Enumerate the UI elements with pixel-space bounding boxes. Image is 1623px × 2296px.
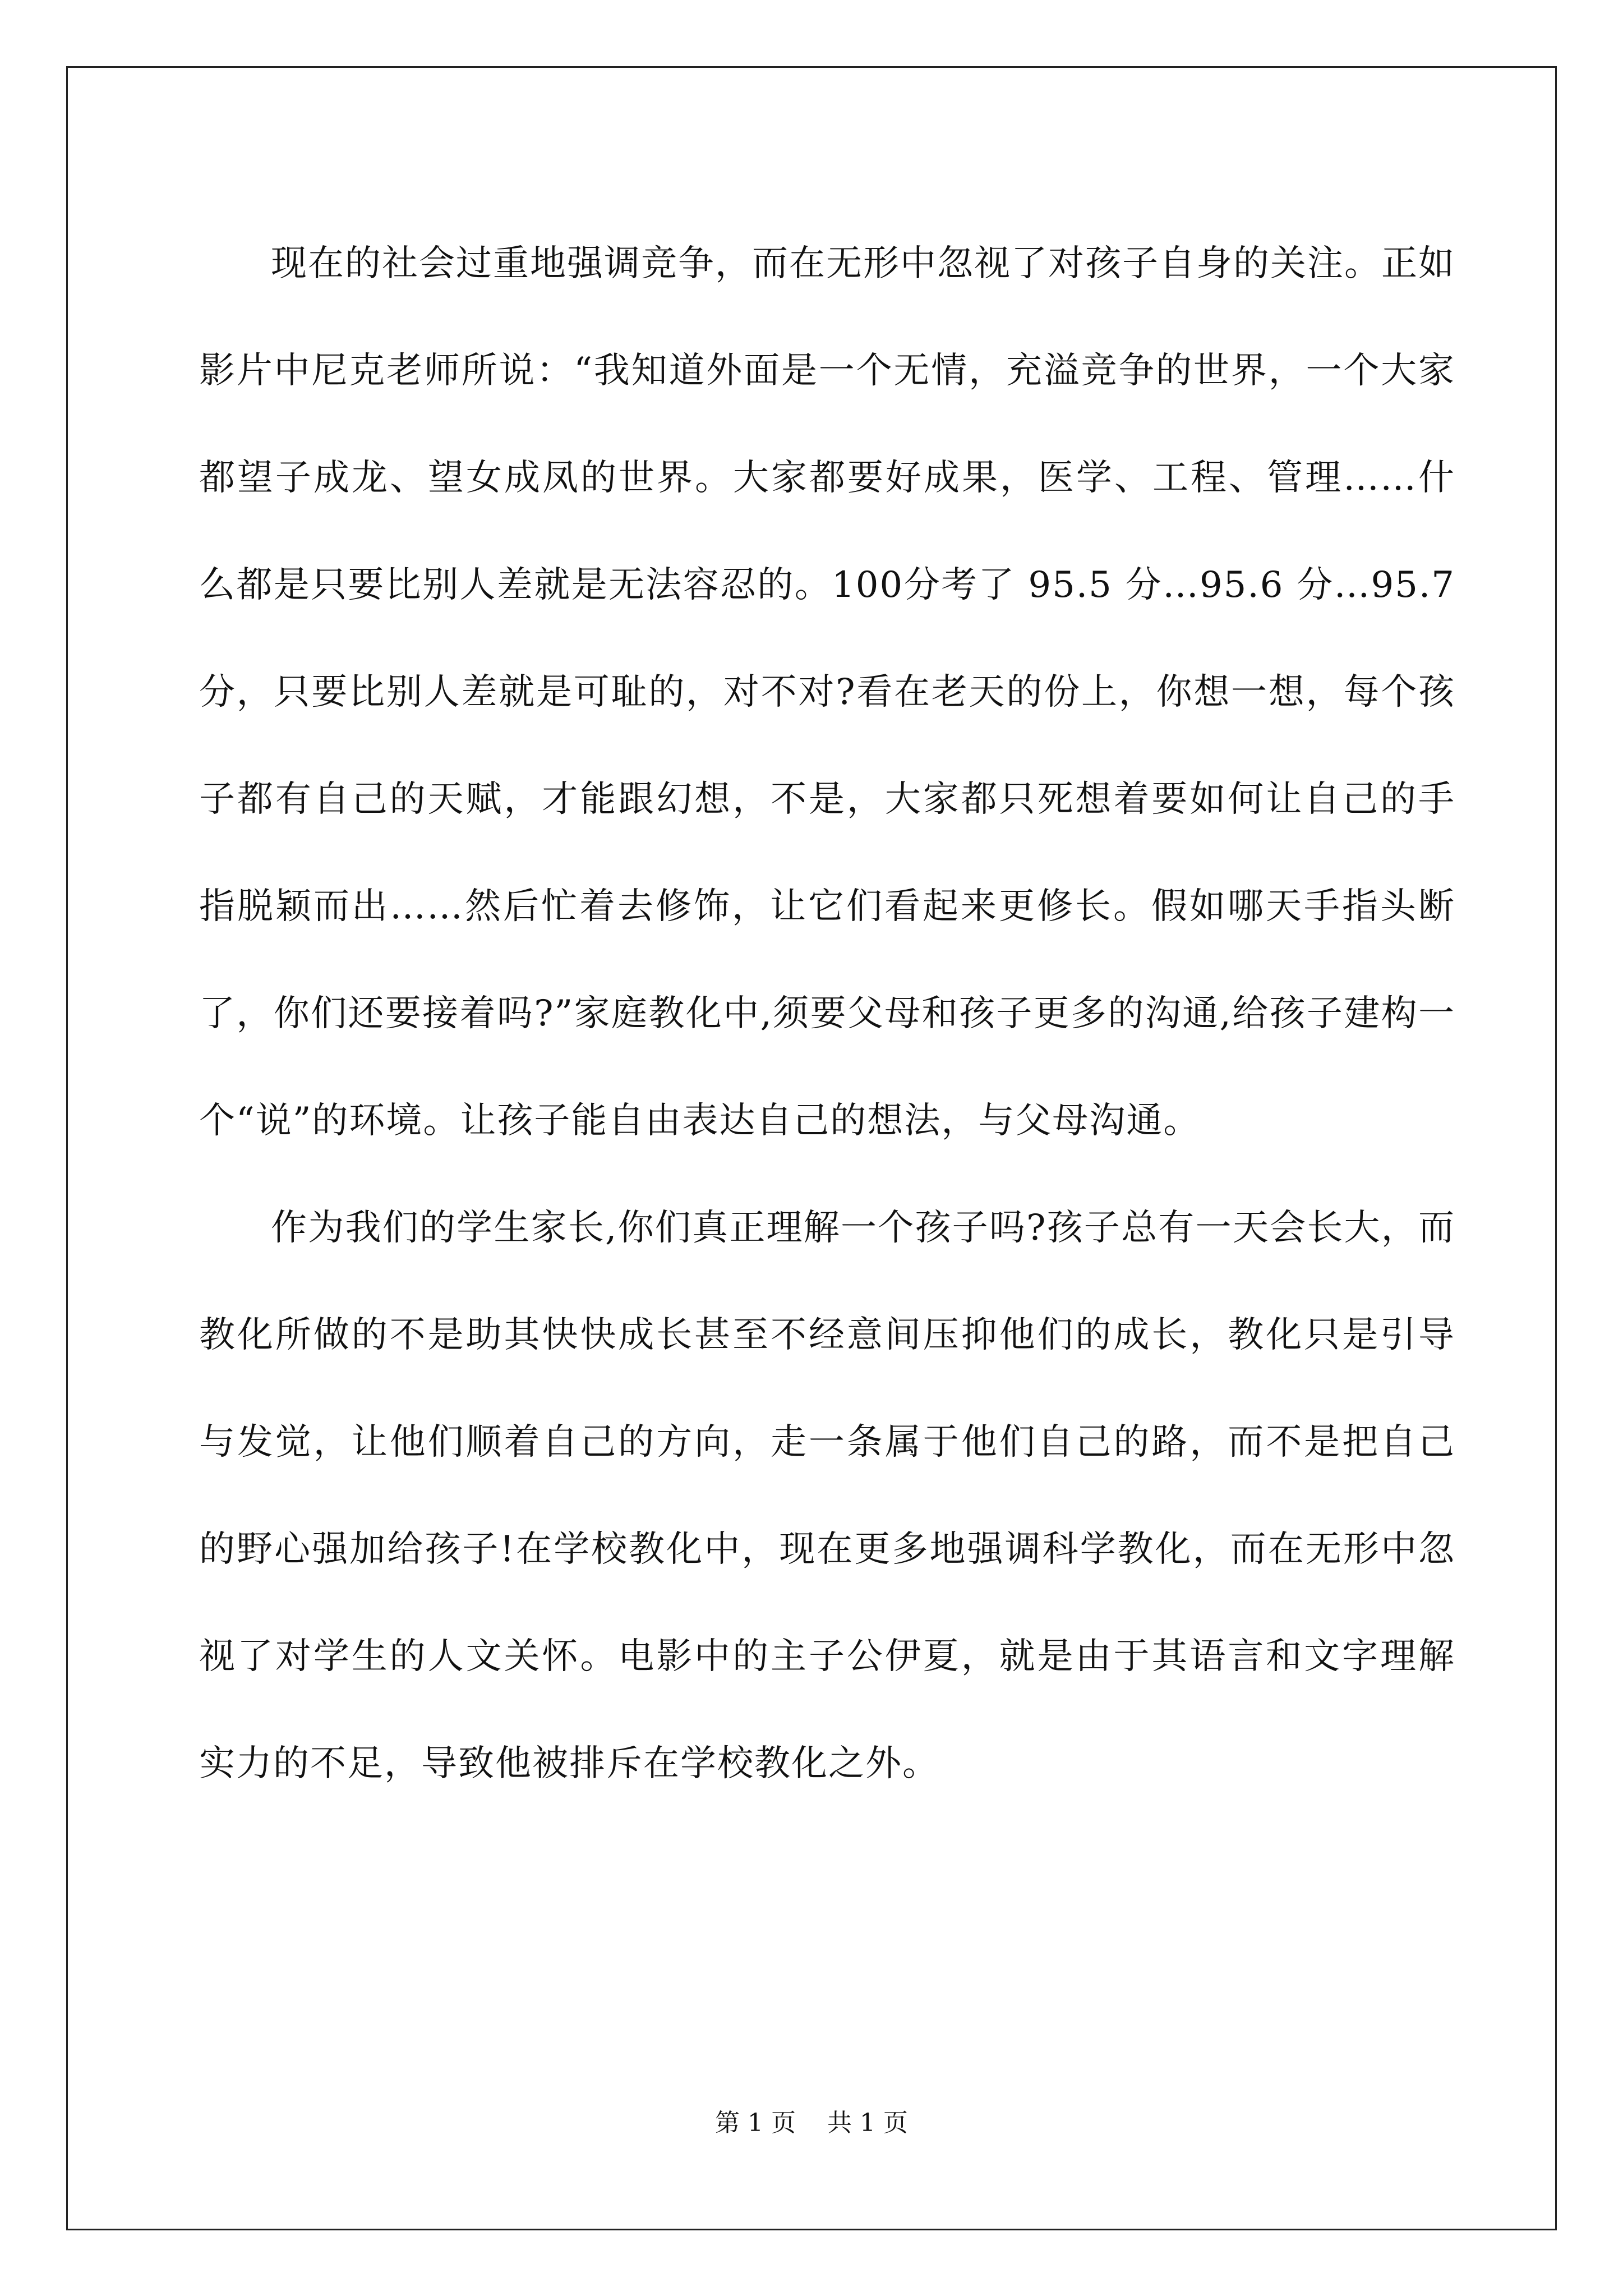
document-body xyxy=(199,210,1455,1818)
page-footer: 第 1 页 共 1 页 xyxy=(715,2109,908,2137)
paragraph-2: 作为我们的学生家长,你们真正理解一个孩子吗?孩子总有一天会长大，而教化所做的不是助其快快成长甚至不经意间压抑他们的成长，教化只是引导与发觉，让他们顺着自己的方向，走一条属于他们自己的路，而不是把自己的野心强加给孩子!在学校教化中，现在更多地强调科学教化，而在无形中忽视了对学生的人文关怀。电影中的主子公伊夏，就是由于其语言和文字理解实力的不足，导致他被排斥在学校教化之外。 xyxy=(199,1207,1455,1784)
paragraph-1: 现在的社会过重地强调竞争，而在无形中忽视了对孩子自身的关注。正如影片中尼克老师所说：“我知道外面是一个无情，充溢竞争的世界，一个大家都望子成龙、望女成凤的世界。大家都要好成果，医学、工程、管理……什么都是只要比别人差就是无法容忍的。100分考了 95.5 分…95.6 分…95.7 分，只要比别人差就是可耻的，对不对?看在老天的份上，你想一想，每个孩子都有自己的天赋，才能跟幻想，不是，大家都只死想着要如何让自己的手指脱颖而出……然后忙着去修饰，让它们看起来更修长。假如哪天手指头断了，你们还要接着吗?”家庭教化中,须要父母和孩子更多的沟通,给孩子建构一个“说”的环境。让孩子能自由表达自己的想法，与父母沟通。 xyxy=(199,243,1455,1142)
